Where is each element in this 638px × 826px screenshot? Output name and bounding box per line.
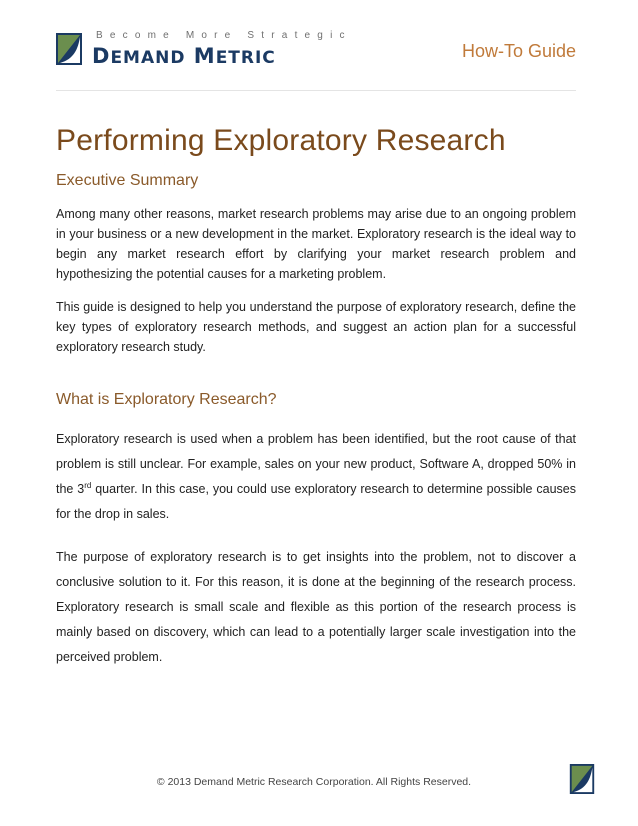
demand-metric-logo-icon bbox=[569, 764, 595, 794]
paragraph: Exploratory research is used when a problem has been identified, but the root cause of that problem is still unclear. For example, sales on your new product, Software A, dropped 50% in the 3rd quarter. In this case, you could use exploratory research to determine possible causes for the drop in sales. bbox=[56, 432, 576, 521]
guide-type-label: How-To Guide bbox=[461, 41, 576, 61]
brand-tagline: Become More Strategic bbox=[96, 30, 352, 41]
paragraph: This guide is designed to help you understand the purpose of exploratory research, define the key types of exploratory research methods, and suggest an action plan for a successful exploratory research study. bbox=[56, 300, 576, 354]
brand-name: DEMAND METRIC bbox=[92, 44, 276, 68]
paragraph: The purpose of exploratory research is to get insights into the problem, not to discover a conclusive solution to it. For this reason, it is done at the beginning of the research process. Exploratory research is small scale and flexible as this portion of the research process is mainly based on discovery, which can lead to a potentially larger scale investigation into the perceived problem. bbox=[56, 550, 576, 664]
footer-copyright: © 2013 Demand Metric Research Corporation. All Rights Reserved. bbox=[156, 776, 472, 788]
header-divider bbox=[56, 90, 576, 91]
section-heading-executive-summary: Executive Summary bbox=[56, 172, 199, 189]
document-body bbox=[56, 124, 576, 670]
demand-metric-logo-icon bbox=[56, 33, 82, 65]
section-heading-what-is-exploratory-research: What is Exploratory Research? bbox=[56, 391, 277, 408]
document-title: Performing Exploratory Research bbox=[56, 124, 506, 157]
paragraph: Among many other reasons, market research problems may arise due to an ongoing problem in your business or a new development in the market. Exploratory research is the ideal way to begin any market research effort by clarifying your market research problem and hypothesizing the potential causes for a marketing problem. bbox=[56, 207, 576, 281]
